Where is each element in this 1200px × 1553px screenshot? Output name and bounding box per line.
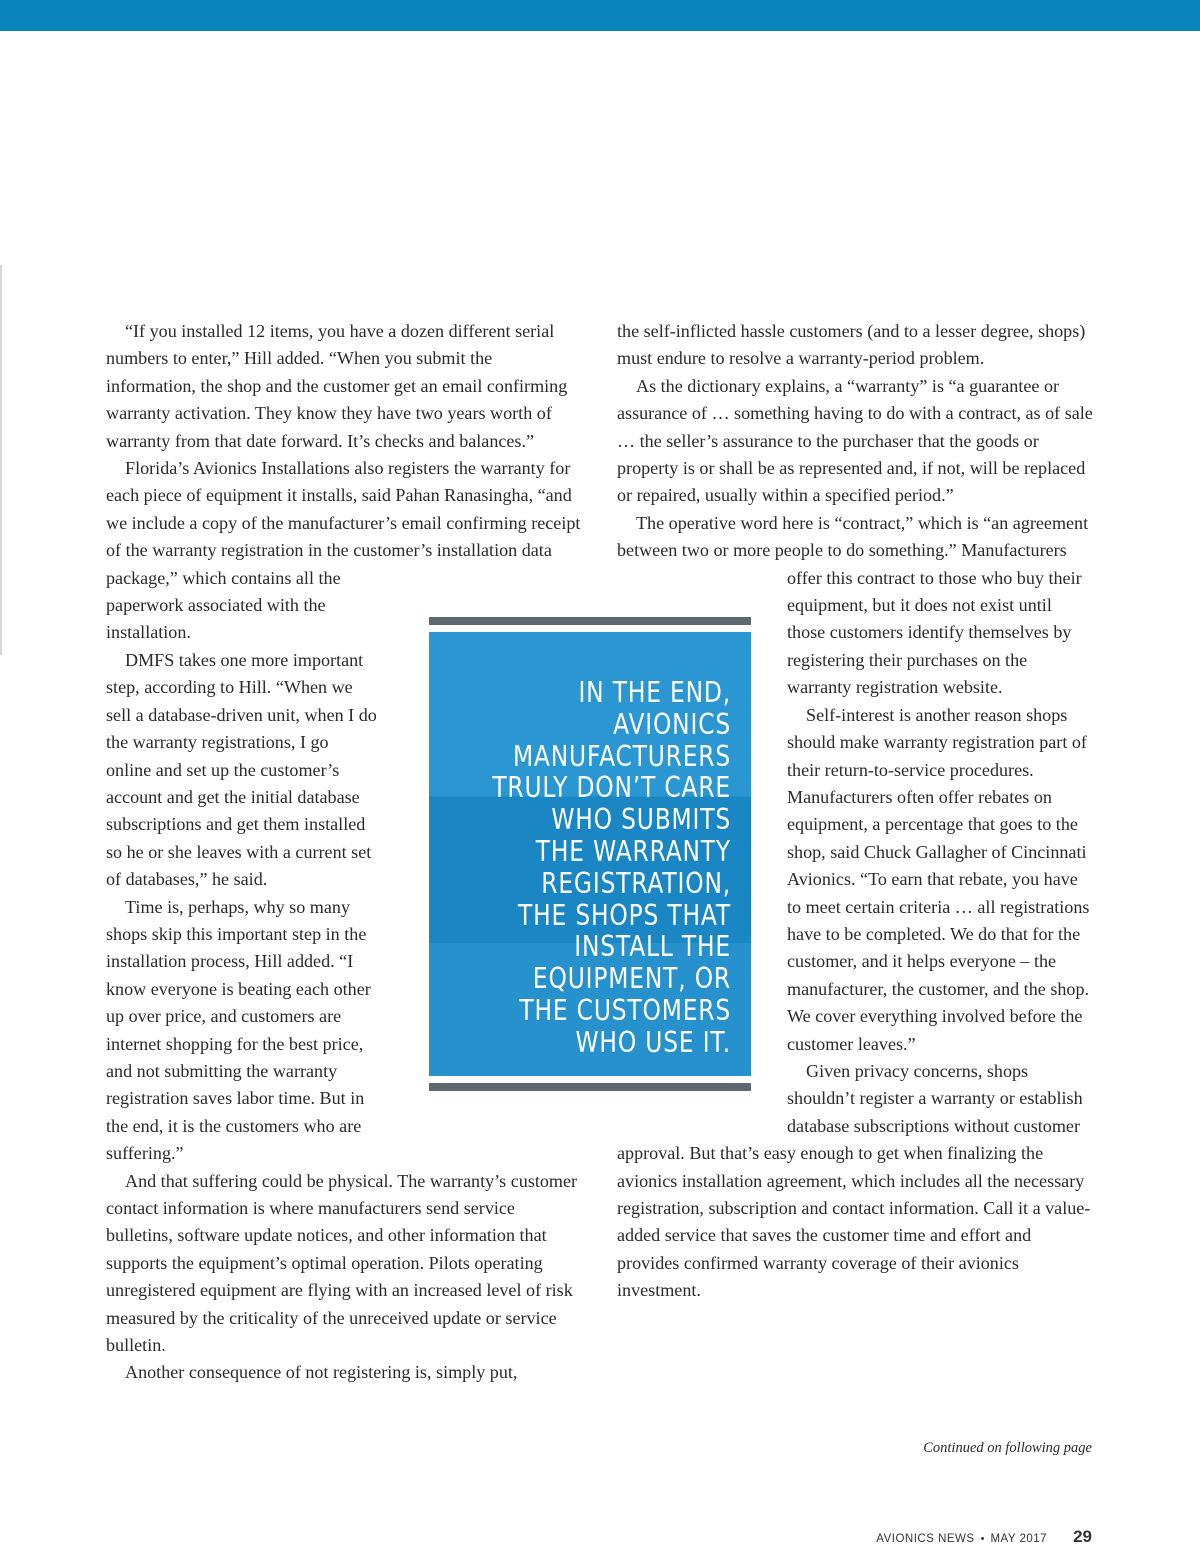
pull-quote-text: IN THE END, AVIONICS MANUFACTURERS TRULY DON’T CARE WHO SUBMITS THE WARRANTY REGISTRATION, THE SHOPS THAT INSTALL THE EQUIPMENT, OR THE CUSTOMERS WHO USE IT. (492, 676, 731, 1059)
paragraph: Time is, perhaps, why so many shops skip this important step in the installation process, Hill added. “I know everyone is beating each other up over price, and customers are internet shopping for the best price, and not submitting the warranty registration saves labor time. But in the end, it is the customers who are suffering.” (106, 896, 371, 1164)
page-footer (780, 1527, 1092, 1547)
pull-quote-box (429, 632, 751, 1076)
paragraph: The operative word here is “contract,” which is “an agreement between two or more people to do something.” Manufacturers offer this contract to those who buy their equipment, but it does not exist until those customers identify themselves by registering their purchases on the warranty registration website. (617, 512, 1089, 698)
paragraph: Self-interest is another reason shops should make warranty registration part of their return-to-service procedures. Manufacturers often offer rebates on equipment, a percentage that goes to the shop, said Chuck Gallagher of Cincinnati Avionics. “To earn that rebate, you have to meet certain criteria … all registrations have to be completed. We do that for the customer, and it helps everyone – the manufacturer, the customer, and the shop. We cover everything involved before the customer leaves.” (787, 704, 1090, 1054)
pull-quote-top-rule (429, 617, 751, 625)
continued-note: Continued on following page (923, 1440, 1092, 1456)
paragraph: DMFS takes one more important step, according to Hill. “When we sell a database-driven unit, when I do the warranty registrations, I go online and set up the customer’s account and get the initial database subscriptions and get them installed so he or she leaves with a current set of databases,” he said. (106, 649, 377, 890)
publication-name: AVIONICS NEWS (876, 1533, 975, 1545)
paragraph: And that suffering could be physical. The warranty’s customer contact information is where manufacturers send service bulletins, software update notices, and other information that supports the equipment’s optimal operation. Pilots operating unregistered equipment are flying with an increased level of risk measured by the criticality of the unreceived update or service bulletin. (106, 1170, 578, 1356)
paragraph: Florida’s Avionics Installations also registers the warranty for each piece of equipment it installs, said Pahan Ranasingha, “and we include a copy of the manufacturer’s email confirming receipt of the warranty registration in the customer’s installation data package,” which contains all the paperwork associated with the installation. (106, 458, 581, 643)
page-number: 29 (1073, 1527, 1092, 1546)
top-accent-bar (0, 0, 1200, 31)
issue-date: MAY 2017 (990, 1533, 1048, 1545)
paragraph: Another consequence of not registering is, simply put, (125, 1362, 518, 1383)
page-edge-rule (0, 265, 2, 655)
paragraph: Given privacy concerns, shops shouldn’t register a warranty or establish database subscriptions without customer approval. But that’s easy enough to get when finalizing the avionics installation agreement, which includes all the necessary registration, subscription and contact information. Call it a value-added service that saves the customer time and effort and provides confirmed warranty coverage of their avionics investment. (617, 1060, 1091, 1301)
footer-bullet: • (980, 1533, 985, 1545)
paragraph: the self-inflicted hassle customers (and to a lesser degree, shops) must endure to resolve a warranty-period problem. (617, 321, 1086, 369)
pull-quote (429, 617, 751, 1082)
paragraph: As the dictionary explains, a “warranty” is “a guarantee or assurance of … something having to do with a contract, as of sale … the seller’s assurance to the purchaser that the goods or property is or shall be as represented and, if not, will be replaced or repaired, usually within a specified period.” (617, 375, 1093, 506)
paragraph: “If you installed 12 items, you have a dozen different serial numbers to enter,” Hill added. “When you submit the information, the shop and the customer get an email confirming warranty activation. They know they have two years worth of warranty from that date forward. It’s checks and balances.” (106, 321, 568, 451)
pull-quote-bottom-rule (429, 1083, 751, 1091)
